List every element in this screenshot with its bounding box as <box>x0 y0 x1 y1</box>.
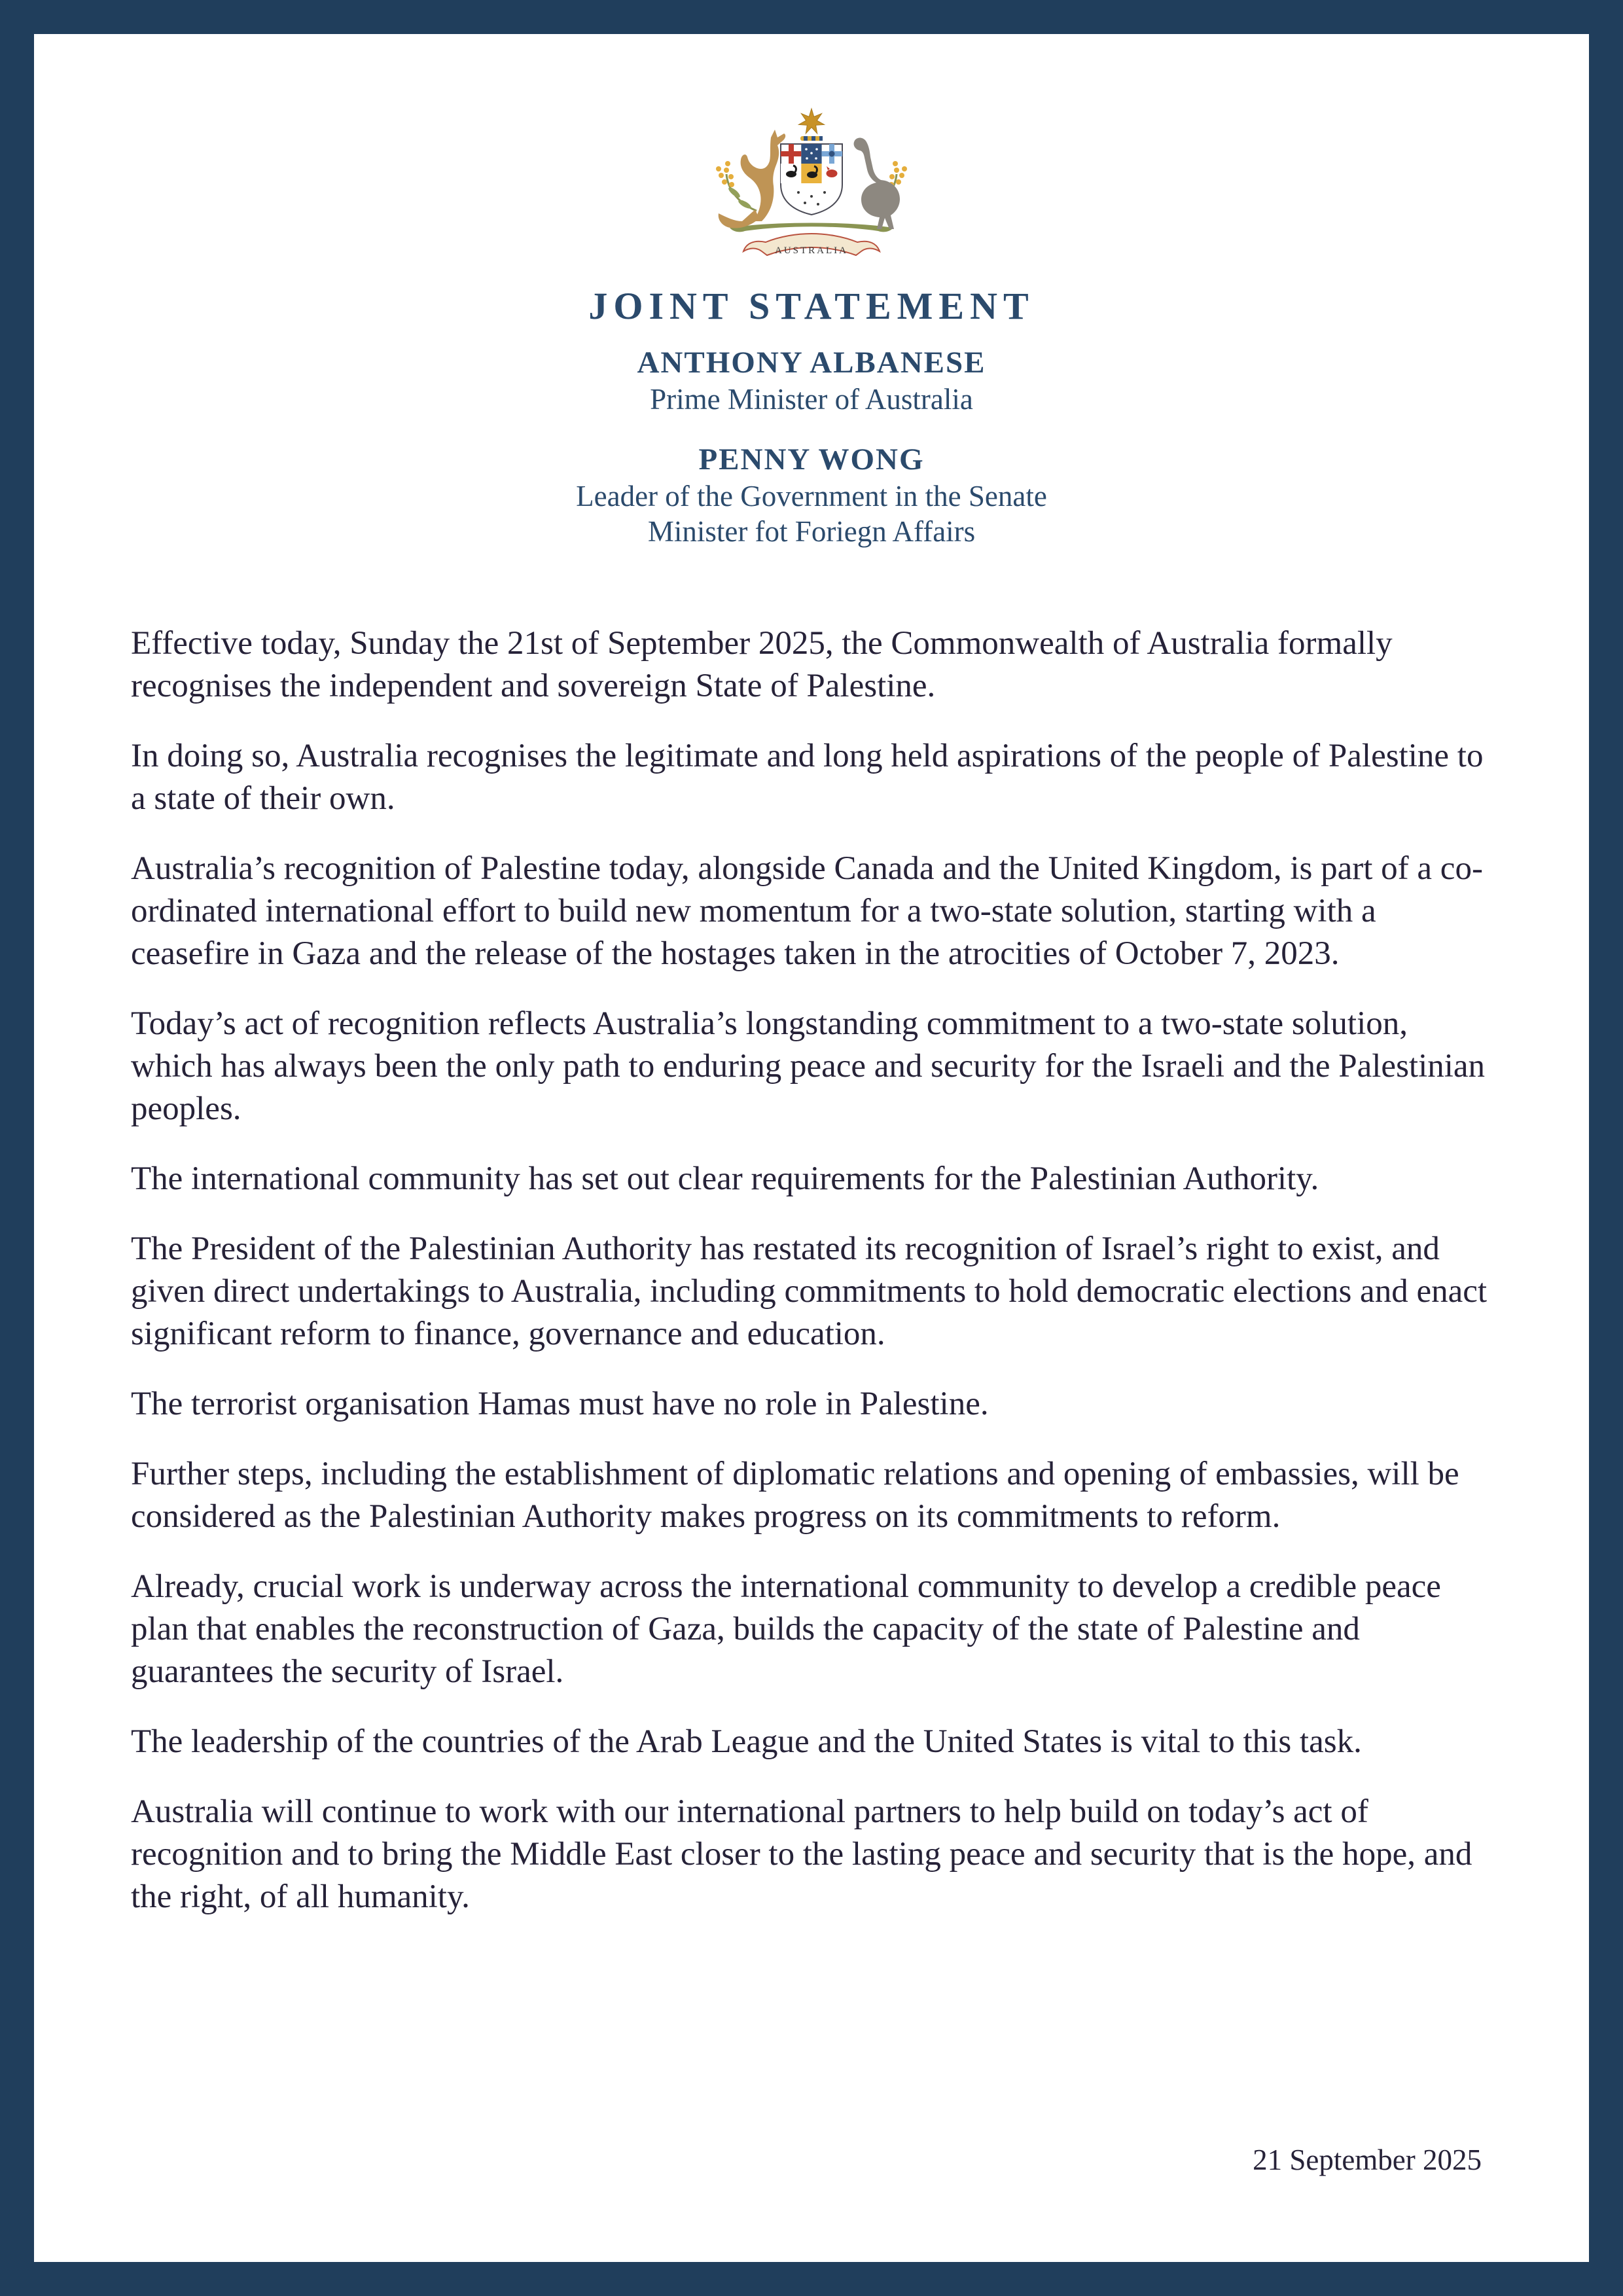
signatory-albanese <box>131 344 1492 417</box>
banner-text: AUSTRALIA <box>775 245 848 256</box>
australian-coat-of-arms <box>131 106 1492 270</box>
signatory-role: Minister fot Foriegn Affairs <box>647 515 976 548</box>
paragraph: Further steps, including the establishment of diplomatic relations and opening of embassies, will be considered as the Palestinian Authority makes progress on its commitments to reform. <box>131 1456 1459 1535</box>
signatory-role: Leader of the Government in the Senate <box>576 480 1047 512</box>
statement-body <box>131 622 1492 1918</box>
kangaroo-icon <box>719 130 785 228</box>
paragraph: Effective today, Sunday the 21st of September 2025, the Commonwealth of Australia formally recognises the independent and sovereign State of Palestine. <box>131 625 1393 704</box>
statement-content <box>131 106 1492 1918</box>
paragraph: Today’s act of recognition reflects Australia’s longstanding commitment to a two-state solution, which has always been the only path to enduring peace and security for the Israeli and the Palestinian peoples. <box>131 1005 1486 1127</box>
paragraph: The President of the Palestinian Authority has restated its recognition of Israel’s right to exist, and given direct undertakings to Australia, including commitments to hold democratic elections and enact significant reform to finance, governance and education. <box>131 1230 1488 1352</box>
statement-date: 21 September 2025 <box>1253 2144 1482 2176</box>
australia-banner <box>743 234 880 256</box>
paragraph: Australia will continue to work with our international partners to help build on today’s act of recognition and to bring the Middle East closer to the lasting peace and security that is the hope, and the right, of all humanity. <box>131 1793 1472 1915</box>
paragraph: Australia’s recognition of Palestine today, alongside Canada and the United Kingdom, is part of a co-ordinated international effort to build new momentum for a two-state solution, starting with a ceasefire in Gaza and the release of the hostages taken in the atrocities of October 7, 2023. <box>131 850 1483 972</box>
signatory-wong <box>131 440 1492 549</box>
commonwealth-star-icon <box>799 109 825 134</box>
paragraph: In doing so, Australia recognises the legitimate and long held aspirations of the people of Palestine to a state of their own. <box>131 738 1484 817</box>
signatory-name: ANTHONY ALBANESE <box>637 346 986 380</box>
signatory-name: PENNY WONG <box>698 442 925 476</box>
paragraph: The leadership of the countries of the Arab League and the United States is vital to this task. <box>131 1723 1362 1760</box>
wattle-branch <box>730 223 893 232</box>
page-title: JOINT STATEMENT <box>588 285 1035 327</box>
signatory-role: Prime Minister of Australia <box>650 383 973 416</box>
shield-icon <box>781 144 842 215</box>
coat-of-arms-icon <box>694 106 929 270</box>
torse-icon <box>800 136 823 141</box>
paragraph: The terrorist organisation Hamas must have no role in Palestine. <box>131 1386 989 1422</box>
paragraph: Already, crucial work is underway across the international community to develop a credible peace plan that enables the reconstruction of Gaza, builds the capacity of the state of Palestine and guarantees the security of Israel. <box>131 1568 1441 1690</box>
paragraph: The international community has set out clear requirements for the Palestinian Authority. <box>131 1160 1319 1197</box>
